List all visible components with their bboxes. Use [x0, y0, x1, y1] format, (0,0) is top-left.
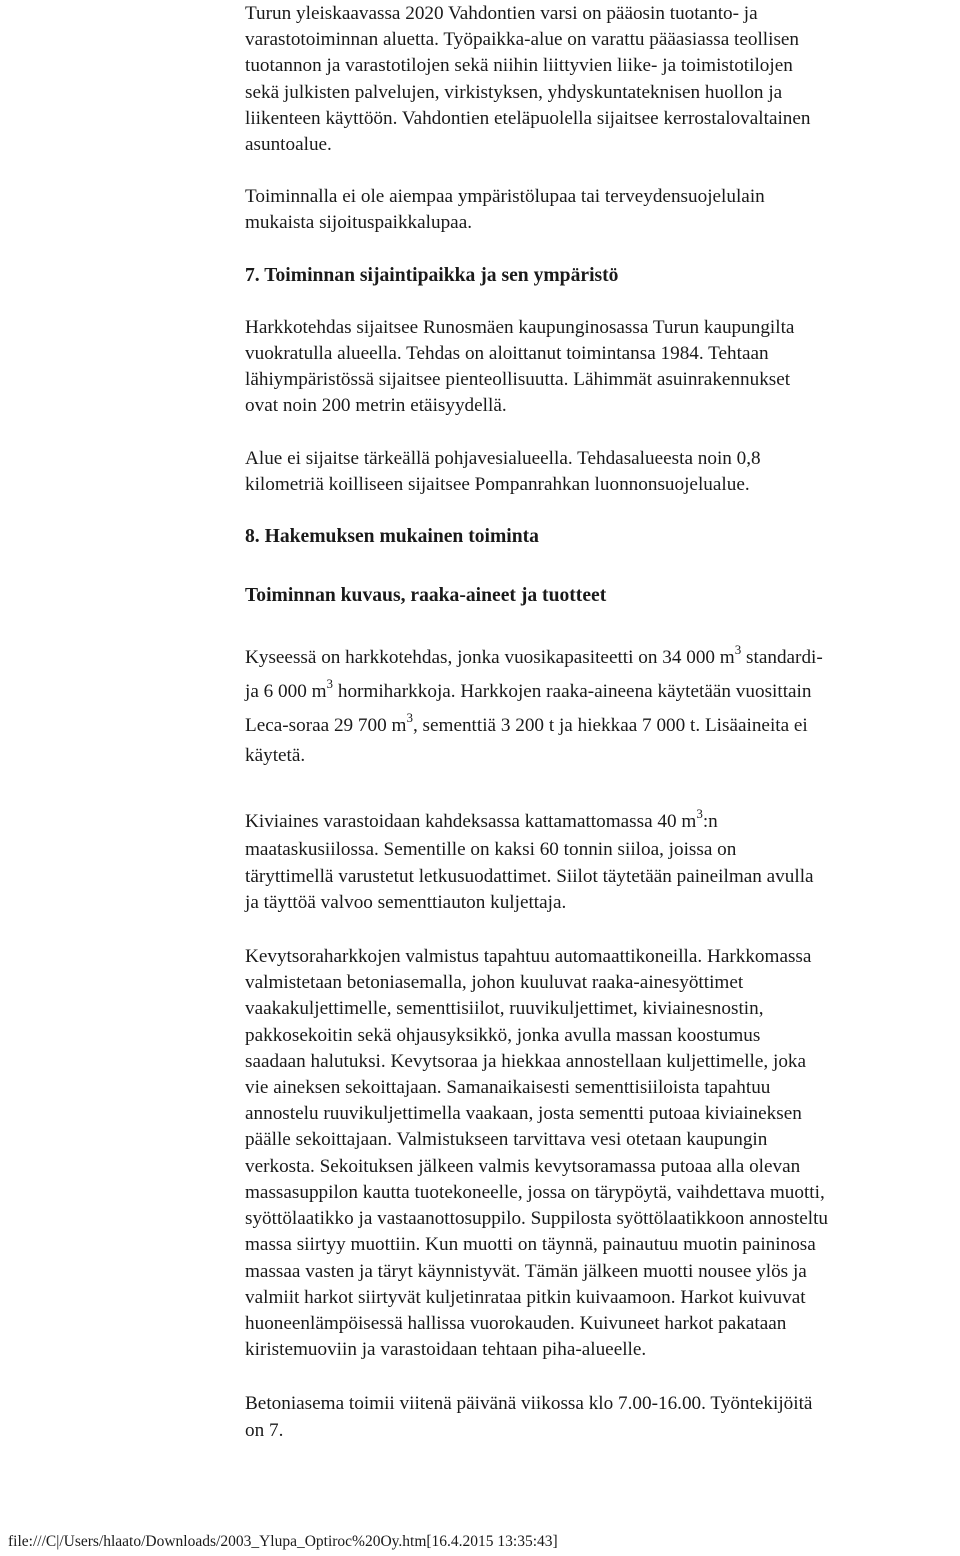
text-span: :n	[702, 811, 718, 833]
text-line: maataskusiilossa. Sementille on kaksi 60 tonnin siiloa, joissa on	[245, 839, 737, 861]
text-line: Kevytsoraharkkojen valmistus tapahtuu automaattikoneilla. Harkkomassa	[245, 946, 812, 968]
text-line: massaa vasten ja täryt käynnistyvät. Tämän jälkeen muotti nousee ylös ja	[245, 1260, 807, 1282]
text-line: sekä julkisten palvelujen, virkistyksen, yhdyskuntateknisen huollon ja	[245, 81, 783, 103]
text-line: Alue ei sijaitse tärkeällä pohjavesialueella. Tehdasalueesta noin 0,8	[245, 447, 761, 469]
text-line: huoneenlämpöisessä hallissa vuorokauden. Kuivuneet harkot pakataan	[245, 1312, 787, 1334]
text-line: tuotannon ja varastotilojen sekä niihin liittyvien liike- ja toimistotilojen	[245, 55, 793, 77]
text-line: varastotoiminnan aluetta. Työpaikka-alue on varattu pääasiassa teollisen	[245, 29, 800, 51]
text-line: mukaista sijoituspaikkalupaa.	[245, 212, 473, 234]
section-heading-7: 7. Toiminnan sijaintipaikka ja sen ympäristö	[245, 264, 619, 286]
text-line: vuokratulla alueella. Tehdas on aloittanut toimintansa 1984. Tehtaan	[245, 343, 769, 365]
text-line: kilometriä koilliseen sijaitsee Pompanrahkan luonnonsuojelualue.	[245, 473, 750, 495]
text-line: lähiympäristössä sijaitsee pienteollisuutta. Lähimmät asuinrakennukset	[245, 369, 791, 391]
text-line: ja täyttöä valvoo sementtiauton kuljettaja.	[245, 891, 567, 913]
text-line: valmistetaan betoniasemalla, johon kuuluvat raaka-ainesyöttimet	[245, 972, 744, 994]
text-line: asuntoalue.	[245, 134, 332, 156]
paragraph-capacity	[245, 641, 957, 769]
text-line: käytetä.	[245, 745, 306, 767]
text-span: , sementtiä 3 200 t ja hiekkaa 7 000 t. Lisäaineita ei	[412, 715, 808, 737]
text-span: hormiharkkoja. Harkkojen raaka-aineena käytetään vuosittain	[333, 681, 812, 703]
text-line: on 7.	[245, 1419, 284, 1441]
superscript: 3	[406, 710, 413, 726]
paragraph-storage	[245, 807, 957, 916]
file-path-footer: file:///C|/Users/hlaato/Downloads/2003_Ylupa_Optiroc%20Oy.htm[16.4.2015 13:35:43]	[8, 1533, 558, 1550]
text-line: kiristemuoviin ja varastoidaan tehtaan piha-alueelle.	[245, 1339, 647, 1361]
superscript: 3	[696, 806, 703, 822]
text-line: Turun yleiskaavassa 2020 Vahdontien varsi on pääosin tuotanto- ja	[245, 3, 758, 24]
text-line: verkosta. Sekoituksen jälkeen valmis kevytsoramassa putoaa alla olevan	[245, 1155, 801, 1177]
text-line: massasuppilon kautta tuotekoneelle, jossa on tärypöytä, vaihdettava muotti,	[245, 1181, 825, 1203]
superscript: 3	[326, 676, 334, 692]
text-line: päälle sekoittajaan. Valmistukseen tarvittava vesi otetaan kaupungin	[245, 1129, 768, 1151]
text-span: Kiviaines varastoidaan kahdeksassa kattamattomassa 40 m	[245, 811, 697, 833]
subsection-heading: Toiminnan kuvaus, raaka-aineet ja tuotteet	[245, 585, 607, 607]
text-line: pakkosekoitin sekä ohjausyksikkö, jonka avulla massan koostumus	[245, 1024, 761, 1046]
text-line: ovat noin 200 metrin etäisyydellä.	[245, 395, 507, 417]
text-line: Betoniasema toimii viitenä päivänä viikossa klo 7.00-16.00. Työntekijöitä	[245, 1393, 813, 1415]
text-span: Kyseessä on harkkotehdas, jonka vuosikapasiteetti on 34 000 m	[245, 647, 735, 669]
section-heading-8: 8. Hakemuksen mukainen toiminta	[245, 526, 539, 548]
text-span: standardi-	[741, 647, 823, 669]
paragraph-manufacturing	[245, 944, 957, 1363]
document-body	[245, 0, 957, 1444]
text-line: Toiminnalla ei ole aiempaa ympäristölupaa tai terveydensuojelulain	[245, 186, 765, 208]
text-line: massa siirtyy muottiin. Kun muotti on täynnä, painautuu muotin paininosa	[245, 1234, 816, 1256]
text-line: vaakakuljettimelle, sementtisiilot, ruuvikuljettimet, kiviainesnostin,	[245, 998, 764, 1020]
text-line: Harkkotehdas sijaitsee Runosmäen kaupunginosassa Turun kaupungilta	[245, 316, 795, 338]
text-line: liikenteen käyttöön. Vahdontien eteläpuolella sijaitsee kerrostalovaltainen	[245, 107, 811, 129]
text-line: syöttölaatikko ja vastaanottosuppilo. Suppilosta syöttölaatikkoon annosteltu	[245, 1208, 829, 1230]
text-line: valmiit harkot siirtyvät kuljetinrataa pitkin kuivaamoon. Harkot kuivuvat	[245, 1286, 806, 1308]
text-line: täryttimellä varustetut letkusuodattimet. Siilot täytetään paineilman avulla	[245, 865, 814, 887]
text-line: vie aineksen sekoittajaan. Samanaikaisesti sementtisiiloista tapahtuu	[245, 1077, 771, 1099]
superscript: 3	[734, 642, 742, 658]
text-line: annostelu ruuvikuljettimella vaakaan, josta sementti putoaa kiviaineksen	[245, 1103, 802, 1125]
text-span: Leca-soraa 29 700 m	[245, 715, 407, 737]
text-line: saadaan halutuksi. Kevytsoraa ja hiekkaa annostellaan kuljettimelle, joka	[245, 1050, 807, 1072]
text-span: ja 6 000 m	[245, 681, 327, 703]
